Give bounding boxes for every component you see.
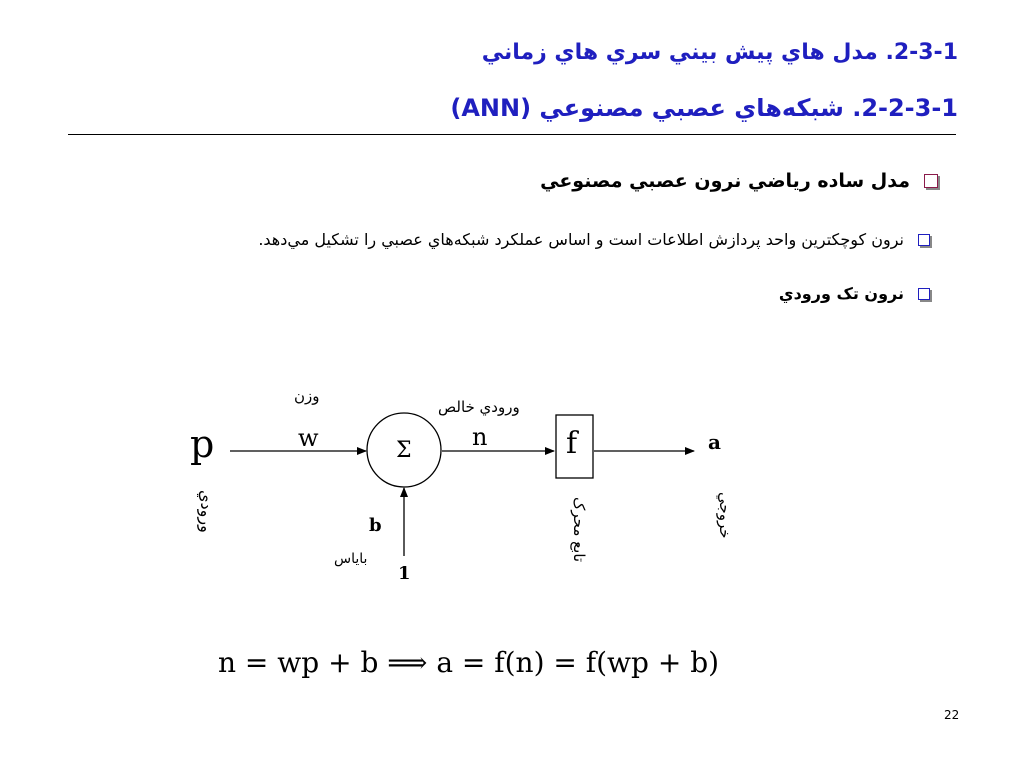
transfer-symbol: f [566, 426, 578, 461]
transfer-label: تابع محرک [570, 497, 588, 563]
neuron-formula: n = wp + b ⟹ a = f(n) = f(wp + b) [218, 646, 720, 679]
output-symbol: a [708, 430, 721, 454]
bias-input-one: 1 [398, 563, 411, 584]
weight-label: وزن [294, 387, 320, 405]
subsection-title: 2-2-3-1. شبکه‌هاي عصبي مصنوعي (ANN) [450, 94, 958, 122]
bias-label: باياس [334, 551, 368, 567]
weight-symbol: w [298, 424, 319, 452]
sum-symbol: Σ [396, 438, 412, 463]
bullet-text: مدل ساده رياضي نرون عصبي مصنوعي [540, 170, 910, 192]
bullet-text: نرون کوچکترين واحد پردازش اطلاعات است و اساس عملکرد شبکه‌هاي عصبي را تشکيل مي‌دهد. [258, 230, 904, 249]
net-input-symbol: n [472, 423, 488, 451]
input-label: ورودي [197, 490, 216, 533]
input-symbol: p [190, 422, 215, 466]
net-input-label: ورودي خالص [438, 398, 520, 416]
page-number: 22 [944, 708, 960, 722]
bullet-text: نرون تک ورودي [778, 284, 904, 303]
bias-symbol: b [369, 515, 382, 536]
section-title: 2-3-1. مدل هاي پيش بيني سري هاي زماني [481, 40, 958, 65]
output-label: خروجي [716, 492, 734, 539]
